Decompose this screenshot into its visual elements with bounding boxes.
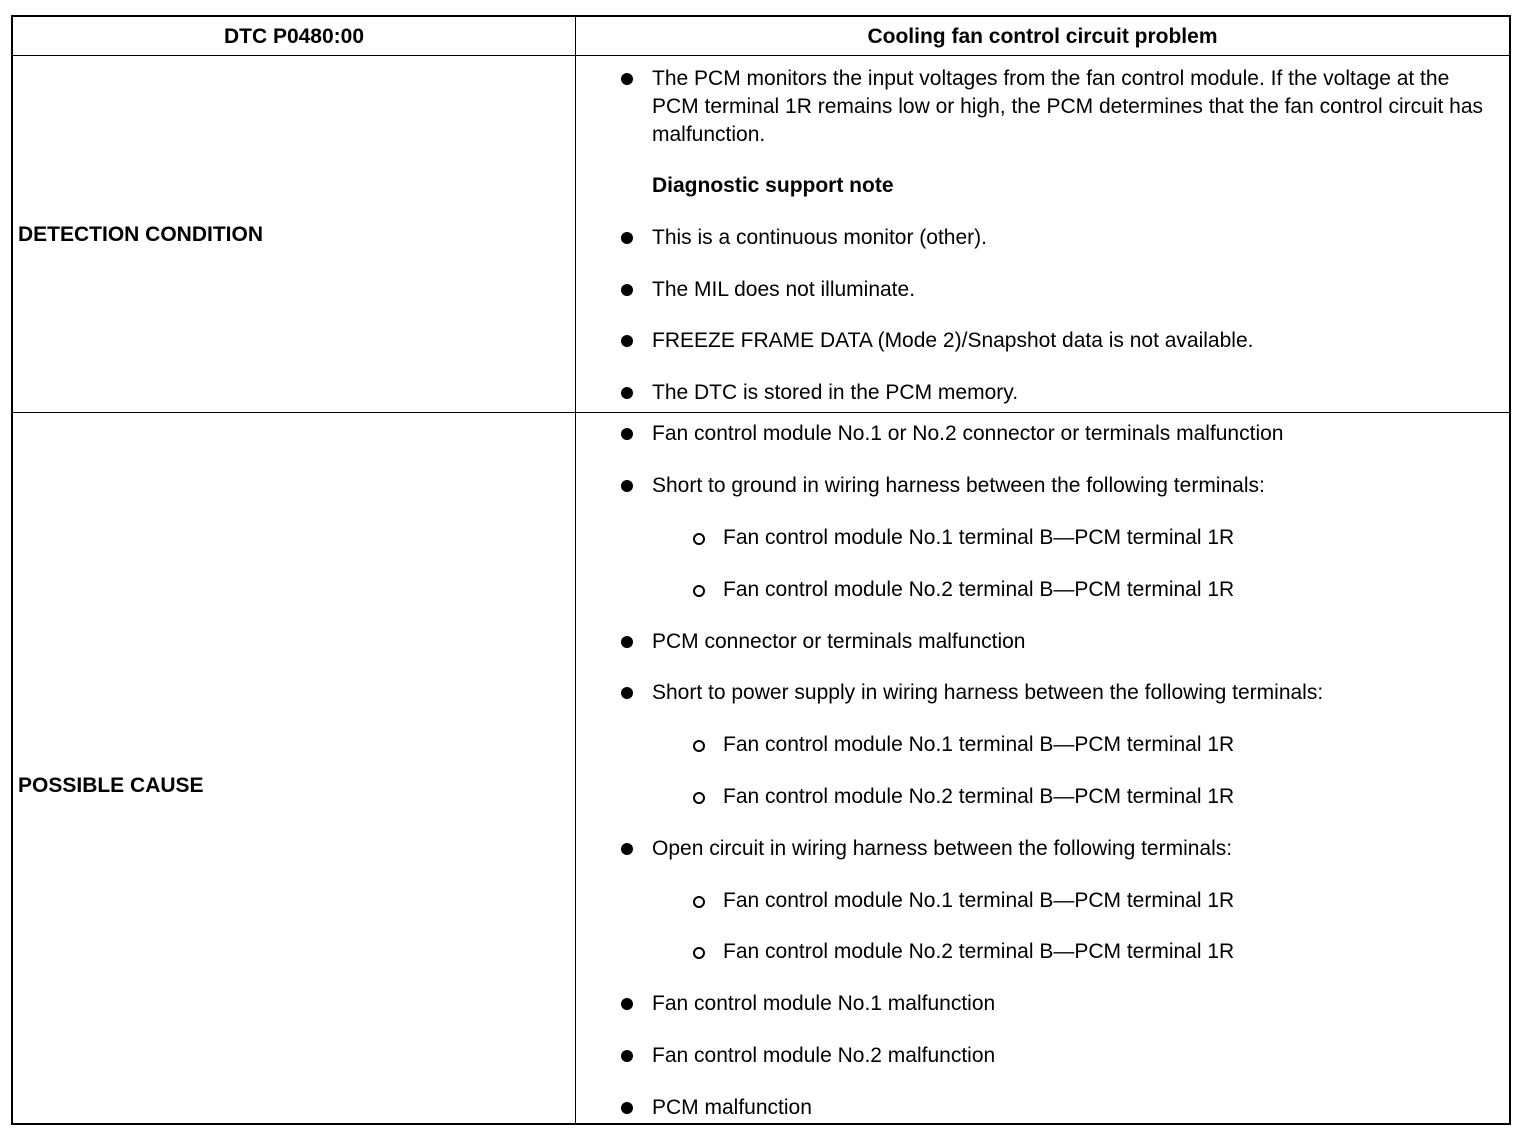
list-item (652, 990, 1502, 1018)
list-item (652, 1094, 1502, 1122)
bullet-dot-icon (621, 232, 633, 244)
bullet-dot-icon (621, 1102, 633, 1114)
bullet-dot-icon (621, 73, 633, 85)
bullet-dot-icon (621, 284, 633, 296)
bullet-dot-icon (621, 428, 633, 440)
cause-text: Fan control module No.2 terminal B—PCM terminal 1R (723, 578, 1235, 601)
cause-text: PCM malfunction (652, 1096, 812, 1119)
cause-text: Fan control module No.1 malfunction (652, 992, 996, 1015)
list-item (652, 379, 1502, 407)
bullet-dot-icon (621, 387, 633, 399)
bullet-circle-icon (693, 947, 705, 959)
list-item (723, 938, 1503, 966)
cause-label-cell (13, 413, 576, 1125)
cause-text: PCM connector or terminals malfunction (652, 630, 1026, 653)
dtc-title: Cooling fan control circuit problem (867, 25, 1218, 48)
cause-text: Open circuit in wiring harness between the following terminals: (652, 837, 1233, 860)
list-item (652, 65, 1497, 149)
list-item (652, 224, 1502, 252)
dtc-table (11, 15, 1511, 1125)
diagnostic-support-note-heading: Diagnostic support note (652, 174, 894, 197)
bullet-dot-icon (621, 480, 633, 492)
list-item (652, 420, 1502, 448)
list-item (652, 628, 1502, 656)
cause-text: Fan control module No.2 terminal B—PCM terminal 1R (723, 785, 1235, 808)
table-header-row (13, 17, 1509, 56)
cause-text: Fan control module No.2 malfunction (652, 1044, 996, 1067)
note-text: This is a continuous monitor (other). (652, 226, 987, 249)
detection-condition-row (13, 56, 1509, 413)
detection-content-cell (576, 56, 1509, 412)
list-item (723, 731, 1503, 759)
list-item (723, 524, 1503, 552)
list-item (652, 276, 1502, 304)
bullet-dot-icon (621, 636, 633, 648)
header-cell-title (576, 17, 1509, 55)
cause-text: Fan control module No.1 terminal B—PCM terminal 1R (723, 889, 1235, 912)
bullet-dot-icon (621, 335, 633, 347)
list-item (652, 472, 1502, 500)
list-item (723, 783, 1503, 811)
bullet-circle-icon (693, 740, 705, 752)
list-item (723, 887, 1503, 915)
bullet-circle-icon (693, 585, 705, 597)
bullet-dot-icon (621, 687, 633, 699)
cause-text: Fan control module No.1 terminal B—PCM terminal 1R (723, 526, 1235, 549)
cause-text: Short to power supply in wiring harness between the following terminals: (652, 681, 1324, 704)
cause-text: Fan control module No.1 or No.2 connector or terminals malfunction (652, 422, 1284, 445)
list-item (652, 835, 1502, 863)
list-item (723, 576, 1503, 604)
cause-text: Short to ground in wiring harness between the following terminals: (652, 474, 1265, 497)
header-cell-code (13, 17, 576, 55)
cause-text: Fan control module No.2 terminal B—PCM terminal 1R (723, 940, 1235, 963)
bullet-dot-icon (621, 998, 633, 1010)
bullet-circle-icon (693, 533, 705, 545)
note-text: FREEZE FRAME DATA (Mode 2)/Snapshot data is not available. (652, 329, 1254, 352)
note-text: The DTC is stored in the PCM memory. (652, 381, 1019, 404)
note-text: The MIL does not illuminate. (652, 278, 916, 301)
detection-label-cell (13, 56, 576, 412)
bullet-circle-icon (693, 792, 705, 804)
list-item (652, 327, 1502, 355)
bullet-dot-icon (621, 1050, 633, 1062)
possible-cause-label: POSSIBLE CAUSE (18, 774, 204, 797)
cause-text: Fan control module No.1 terminal B—PCM terminal 1R (723, 733, 1235, 756)
dtc-code: DTC P0480:00 (223, 25, 365, 48)
bullet-dot-icon (621, 843, 633, 855)
possible-cause-row (13, 413, 1509, 1125)
list-item (652, 679, 1502, 707)
detection-description: The PCM monitors the input voltages from the fan control module. If the voltage at the PCM terminal 1R remains low or high, the PCM determines that the fan control circuit has malfunction. (652, 67, 1484, 146)
bullet-circle-icon (693, 896, 705, 908)
cause-content-cell (576, 413, 1509, 1125)
list-item (652, 1042, 1502, 1070)
detection-condition-label: DETECTION CONDITION (18, 223, 263, 246)
